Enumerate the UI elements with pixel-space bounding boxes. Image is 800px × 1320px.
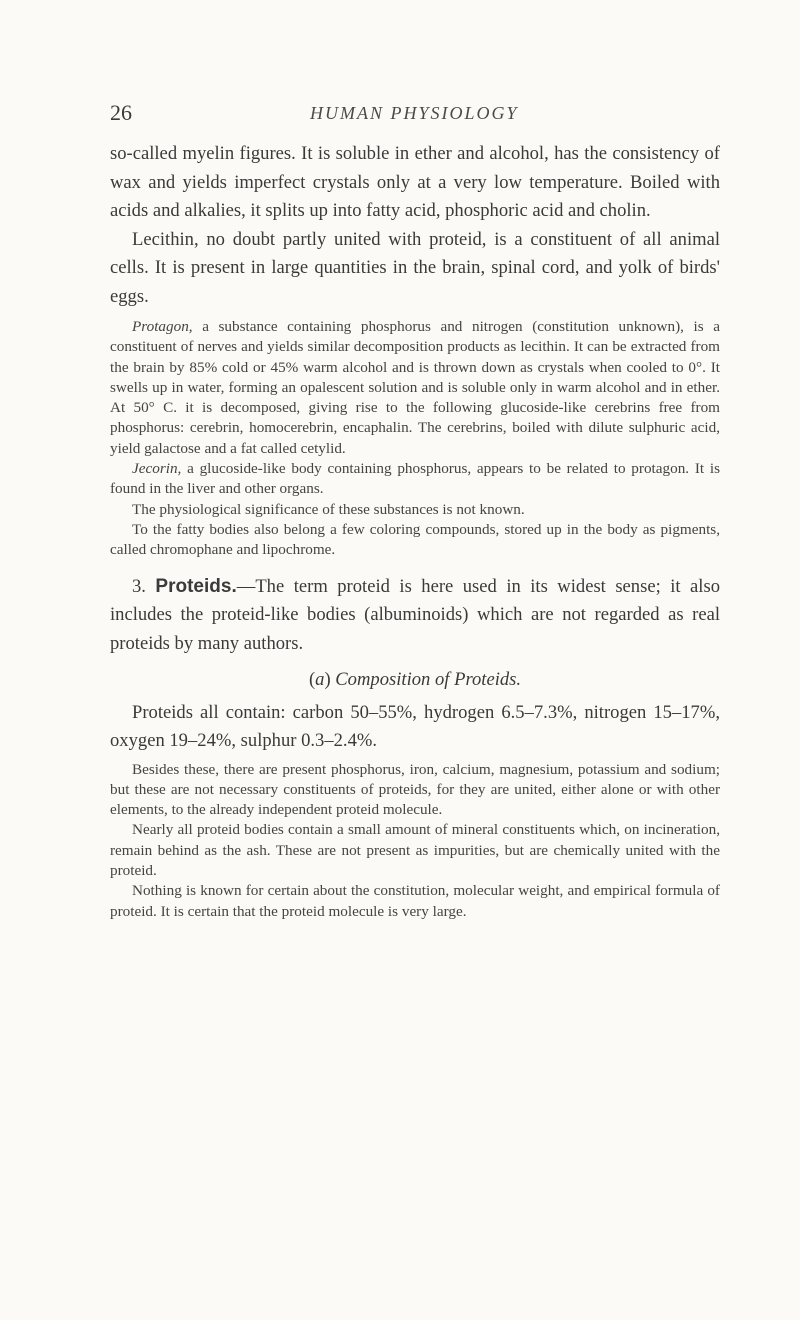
jecorin-text: a glucoside-like body containing phosphorus, appears to be related to protagon. It is found in the liver and other organs. <box>110 460 720 498</box>
proteids-number: 3. <box>132 575 156 597</box>
proteids-text: —The term proteid is here used in its widest sense; it also includes the proteid-like bodies (albuminoids) which are not regarded as real proteids by many authors. <box>110 575 720 654</box>
protagon-text: a substance containing phosphorus and nitrogen (constitution unknown), is a constituent of nerves and yields similar decomposition products as lecithin. It can be extracted from the brain by 85% cold or 45% warm alcohol and is thrown down as crystals when cooled to 0°. It swells up in water, forming an opalescent solution and is soluble only in warm alcohol and in ether. At 50° C. it is decomposed, giving rise to the following glucoside-like cerebrins free from phosphorus: cerebrin, homocerebrin, encaphalin. The cerebrins, boiled with dilute sulphuric acid, yield galactose and a fat called cetylid. <box>110 318 720 457</box>
significance-paragraph-2: To the fatty bodies also belong a few coloring compounds, stored up in the body as pigments, called chromophane and lipochrome. <box>110 520 720 559</box>
composition-subheading: (a) Composition of Proteids. <box>308 669 522 691</box>
page-number: 26 <box>110 100 132 125</box>
lecithin-paragraph-2: Lecithin, no doubt partly united with proteid, is a constituent of all animal cells. It is present in large quantities in the brain, spinal cord, and yolk of birds' eggs. <box>110 228 720 307</box>
composition-title: Composition of Proteids. <box>335 669 522 691</box>
protagon-paragraph <box>110 317 720 459</box>
composition-paragraph-1: Proteids all contain: carbon 50–55%, hydrogen 6.5–7.3%, nitrogen 15–17%, oxygen 19–24%, sulphur 0.3–2.4%. <box>110 701 720 752</box>
composition-letter: a <box>315 669 325 691</box>
lecithin-paragraph-1: so-called myelin figures. It is soluble in ether and alcohol, has the consistency of wax and yields imperfect crystals only at a very low temperature. Boiled with acids and alkalies, it splits up into fatty acid, phosphoric acid and cholin. <box>110 143 720 221</box>
protagon-term: Protagon, <box>132 318 193 335</box>
page-header <box>110 100 720 130</box>
proteids-heading: Proteids. <box>155 575 237 597</box>
proteids-section <box>110 573 720 659</box>
jecorin-paragraph <box>110 459 720 500</box>
composition-paragraph-2: Besides these, there are present phosphorus, iron, calcium, magnesium, potassium and sodium; but these are not necessary constituents of proteids, for they are united, either alone or with other elements, to the already independent proteid molecule. <box>110 760 720 819</box>
page-body <box>110 140 720 922</box>
jecorin-term: Jecorin, <box>132 460 182 478</box>
composition-paragraph-3: Nearly all proteid bodies contain a small amount of mineral constituents which, on incineration, remain behind as the ash. These are not present as impurities, but are chemically united with the proteid. <box>110 821 720 880</box>
significance-paragraph-1: The physiological significance of these substances is not known. <box>132 500 525 518</box>
running-head: HUMAN PHYSIOLOGY <box>310 103 519 123</box>
composition-paragraph-4: Nothing is known for certain about the constitution, molecular weight, and empirical formula of proteid. It is certain that the proteid molecule is very large. <box>110 882 720 920</box>
